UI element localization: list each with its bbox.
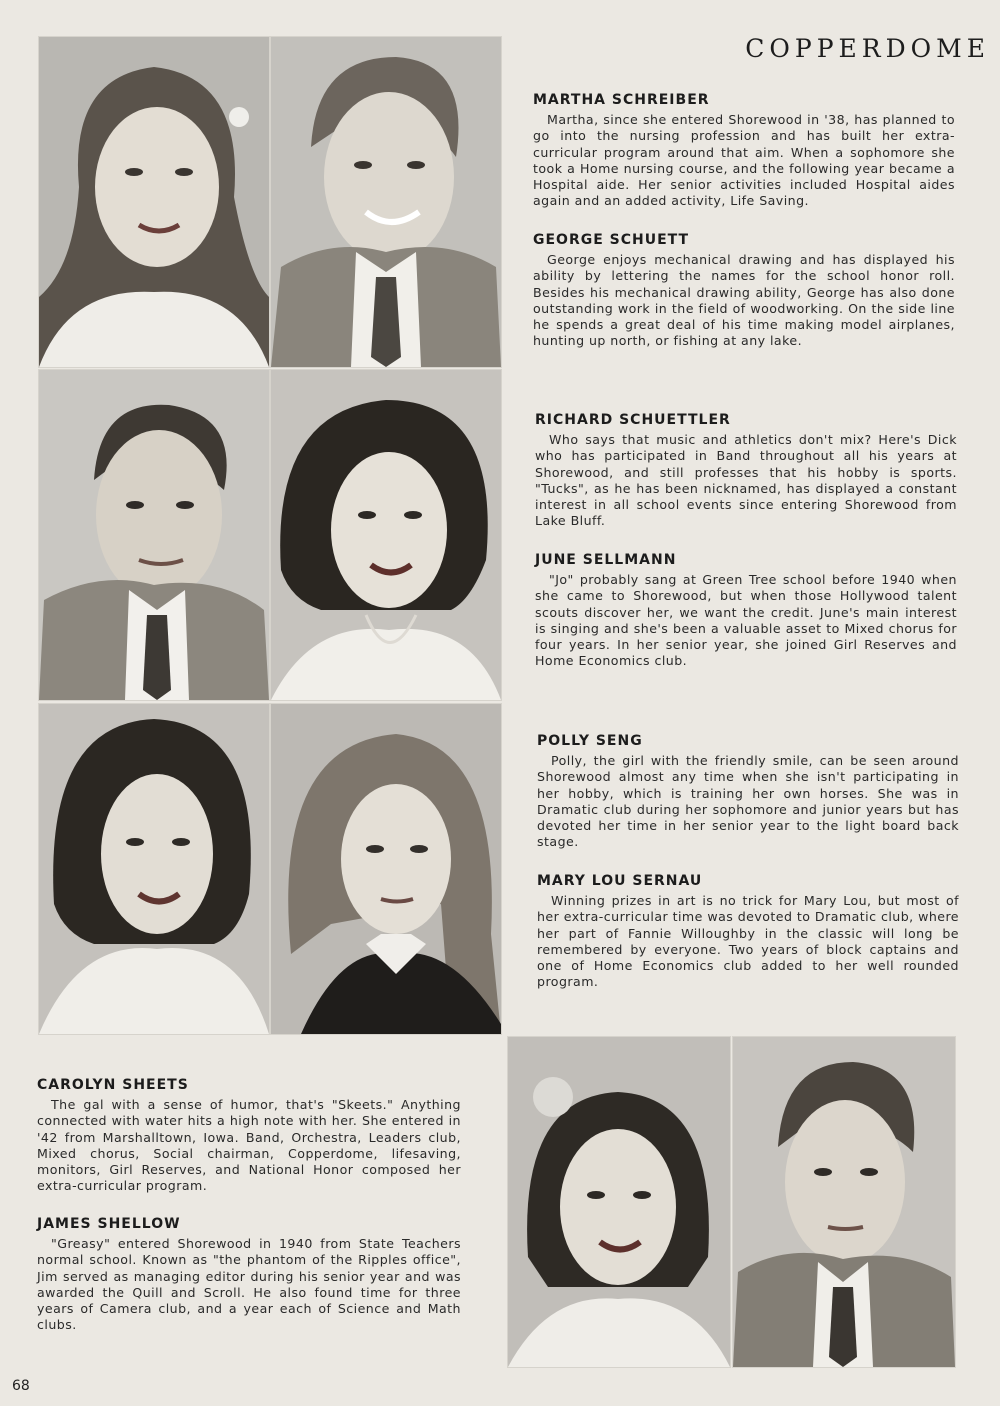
bio-name: MARTHA SCHREIBER bbox=[533, 92, 710, 108]
bio-name: GEORGE SCHUETT bbox=[533, 232, 690, 248]
bio-name: MARY LOU SERNAU bbox=[537, 873, 703, 889]
bio-text: George enjoys mechanical drawing and has displayed his ability by lettering the names for the school honor roll. Besides his mechanical drawing ability, George has also done outstanding work in the field of woodworking. On the side line he spends a great deal of his time making model airplanes, hunting up north, or fishing at any lake. bbox=[533, 252, 955, 349]
portrait-photo-mary-lou-sernau bbox=[270, 703, 502, 1035]
bio-mary-lou-sernau bbox=[537, 873, 959, 991]
portrait-photo-martha-schreiber bbox=[38, 36, 270, 368]
bio-name: POLLY SENG bbox=[537, 733, 643, 749]
portrait-photo-richard-schuettler bbox=[38, 369, 270, 701]
portrait-girl-graphic bbox=[271, 704, 501, 1034]
portrait-girl-graphic bbox=[508, 1037, 730, 1367]
bio-name: JAMES SHELLOW bbox=[37, 1216, 181, 1232]
portrait-photo-carolyn-sheets bbox=[507, 1036, 731, 1368]
bio-june-sellmann bbox=[535, 552, 957, 670]
bio-name: JUNE SELLMANN bbox=[535, 552, 677, 568]
portrait-boy-graphic bbox=[39, 370, 269, 700]
portrait-photo-polly-seng bbox=[38, 703, 270, 1035]
bio-name: RICHARD SCHUETTLER bbox=[535, 412, 731, 428]
bio-text: Who says that music and athletics don't mix? Here's Dick who has participated in Band throughout all his years at Shorewood, and still professes that his hobby is sports. "Tucks", as he has been nicknamed, has displayed a constant interest in all school events since entering Shorewood from Lake Bluff. bbox=[535, 432, 957, 529]
portrait-girl-graphic bbox=[39, 37, 269, 367]
bio-carolyn-sheets bbox=[37, 1077, 461, 1195]
portrait-boy-graphic bbox=[271, 37, 501, 367]
bio-text: Winning prizes in art is no trick for Mary Lou, but most of her extra-curricular time was devoted to Dramatic club, where her part of Fannie Willoughby in the classic will long be remembered by everyone. Two years of block captains and one of Home Economics club added to her well rounded program. bbox=[537, 893, 959, 990]
portrait-photo-june-sellmann bbox=[270, 369, 502, 701]
portrait-photo-james-shellow bbox=[732, 1036, 956, 1368]
page-number: 68 bbox=[12, 1378, 30, 1394]
bio-george-schuett bbox=[533, 232, 955, 350]
bio-name: CAROLYN SHEETS bbox=[37, 1077, 189, 1093]
portrait-photo-george-schuett bbox=[270, 36, 502, 368]
bio-text: "Greasy" entered Shorewood in 1940 from State Teachers normal school. Known as "the phantom of the Ripples office", Jim served as managing editor during his senior year and was awarded the Quill and Scroll. He also found time for three years of Camera club, and a year each of Science and Math clubs. bbox=[37, 1236, 461, 1333]
bio-martha-schreiber bbox=[533, 92, 955, 210]
bio-text: Polly, the girl with the friendly smile, can be seen around Shorewood almost any time when she isn't participating in her hobby, which is training her own horses. She was in Dramatic club during her sophomore and junior years but has devoted her time in her senior year to the light board back stage. bbox=[537, 753, 959, 850]
bio-polly-seng bbox=[537, 733, 959, 851]
portrait-girl-graphic bbox=[39, 704, 269, 1034]
bio-text: "Jo" probably sang at Green Tree school before 1940 when she came to Shorewood, but when those Hollywood talent scouts discover her, we want the credit. June's main interest is singing and she's been a valuable asset to Mixed chorus for four years. In her senior year, she joined Girl Reserves and Home Economics club. bbox=[535, 572, 957, 669]
page-header: COPPERDOME bbox=[745, 34, 990, 63]
bio-text: Martha, since she entered Shorewood in '38, has planned to go into the nursing profession and has built her extra-curricular program around that aim. When a sophomore she took a Home nursing course, and the following year became a Hospital aide. Her senior activities included Hospital aides again and an added activity, Life Saving. bbox=[533, 112, 955, 209]
portrait-boy-graphic bbox=[733, 1037, 955, 1367]
bio-james-shellow bbox=[37, 1216, 461, 1334]
bio-text: The gal with a sense of humor, that's "Skeets." Anything connected with water hits a high note with her. She entered in '42 from Marshalltown, Iowa. Band, Orchestra, Leaders club, Mixed chorus, Social chairman, Copperdome, lifesaving, monitors, Girl Reserves, and National Honor composed her extra-curricular program. bbox=[37, 1097, 461, 1194]
bio-richard-schuettler bbox=[535, 412, 957, 530]
portrait-girl-graphic bbox=[271, 370, 501, 700]
